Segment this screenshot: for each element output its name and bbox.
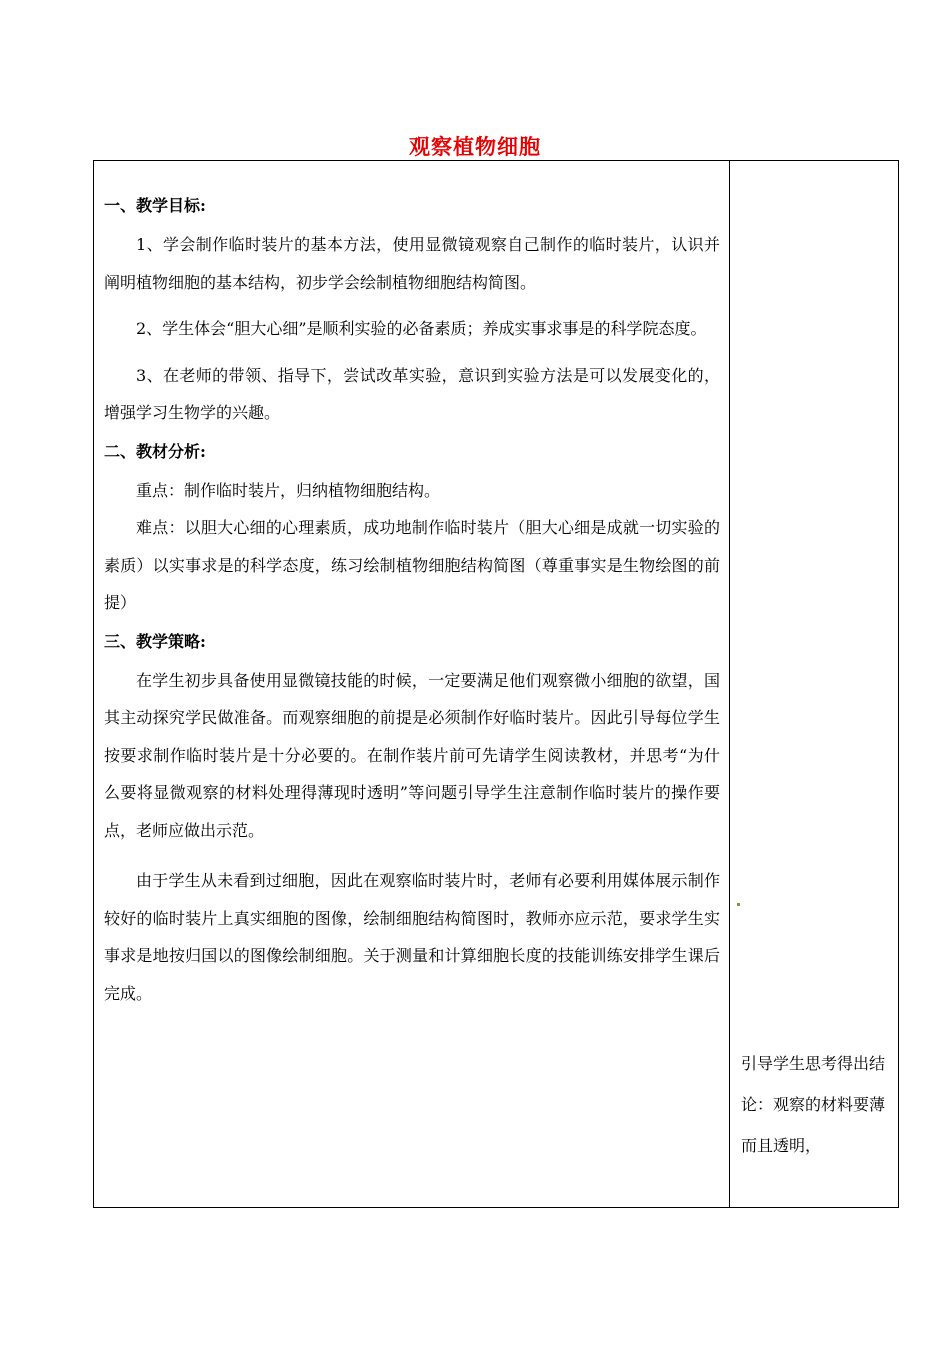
strategy-paragraph-1: 在学生初步具备使用显微镜技能的时候，一定要满足他们观察微小细胞的欲望，国其主动探究学民做准备。而观察细胞的前提是必须制作好临时装片。因此引导每位学生按要求制作临时装片是十分必要的。在制作装片前可先请学生阅读教材，并思考“为什么要将显微观察的材料处理得薄现时透明”等问题引导学生注意制作临时装片的操作要点，老师应做出示范。 — [104, 670, 720, 840]
side-note: 引导学生思考得出结论：观察的材料要薄而且透明， — [741, 1054, 886, 1155]
goal-paragraph-3: 3、在老师的带领、指导下，尝试改革实验，意识到实验方法是可以发展变化的，增强学习生物学的兴趣。 — [104, 365, 720, 422]
strategy-paragraph-2: 由于学生从未看到过细胞，因此在观察临时装片时，老师有必要利用媒体展示制作较好的临时装片上真实细胞的图像，绘制细胞结构简图时，教师亦应示范，要求学生实事求是地按归国以的图像绘制细胞。关于测量和计算细胞长度的技能训练安排学生课后完成。 — [104, 871, 720, 1003]
main-column — [104, 186, 720, 1012]
goal-paragraph-1: 1、学会制作临时装片的基本方法，使用显微镜观察自己制作的临时装片，认识并阐明植物细胞的基本结构，初步学会绘制植物细胞结构简图。 — [104, 235, 720, 292]
analysis-paragraph-key: 重点：制作临时装片，归纳植物细胞结构。 — [136, 480, 441, 500]
section-heading-goals: 一、教学目标: — [104, 196, 206, 215]
goal-paragraph-2: 2、学生体会“胆大心细”是顺利实验的必备素质；养成实事求事是的科学院态度。 — [136, 319, 707, 338]
section-heading-strategy: 三、教学策略: — [104, 631, 206, 651]
page-title: 观察植物细胞 — [409, 134, 541, 159]
marker-dot — [737, 903, 740, 906]
column-divider — [729, 160, 730, 1208]
analysis-paragraph-difficulty: 难点：以胆大心细的心理素质，成功地制作临时装片（胆大心细是成就一切实验的素质）以实事求是的科学态度，练习绘制植物细胞结构简图（尊重事实是生物绘图的前提） — [104, 518, 720, 612]
section-heading-analysis: 二、教材分析: — [104, 441, 206, 461]
